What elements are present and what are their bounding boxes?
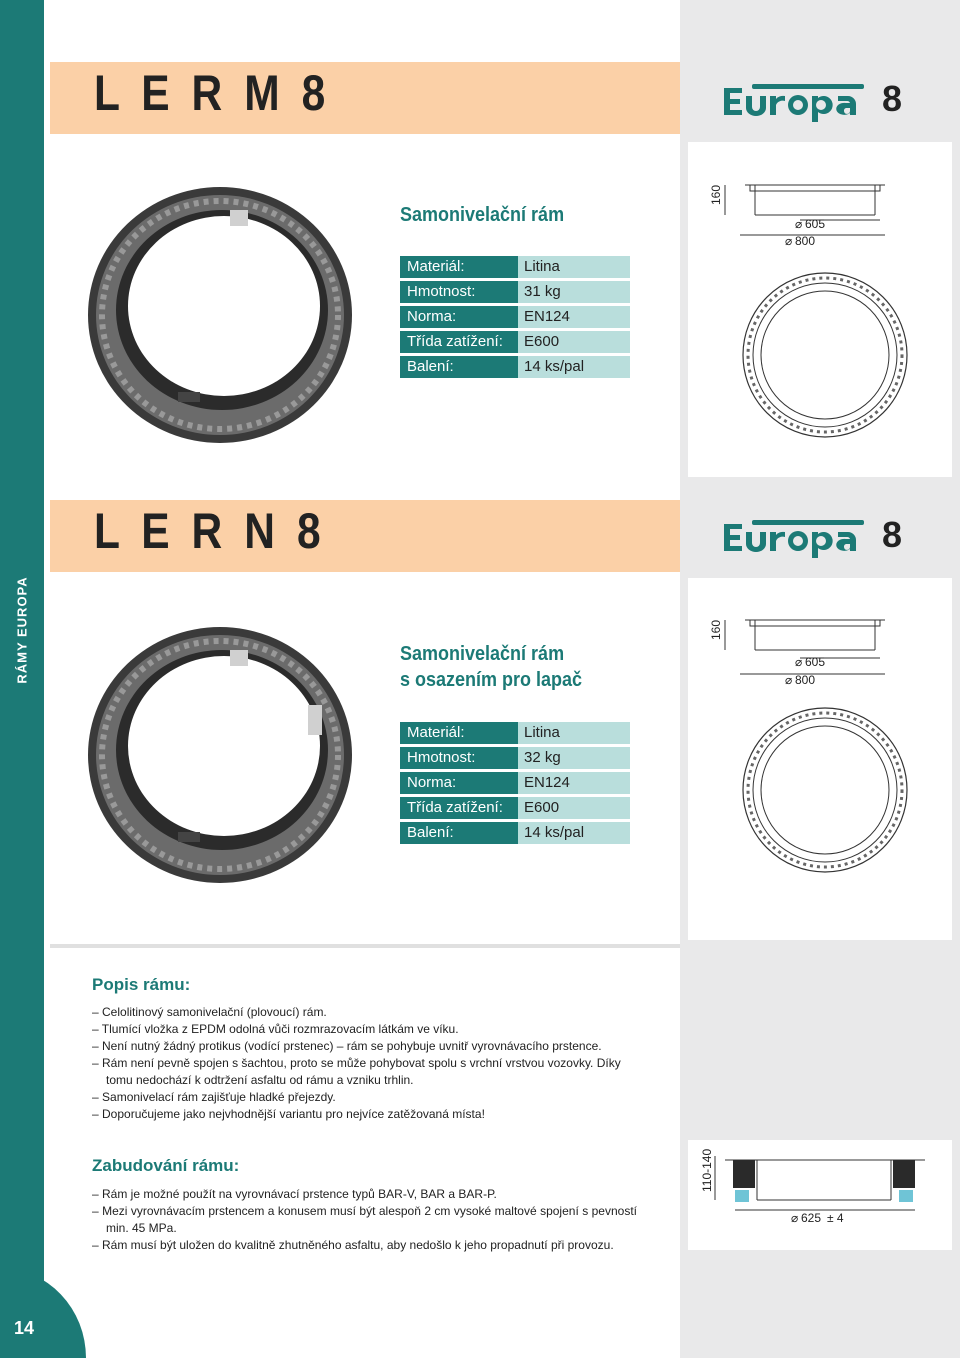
list-item: – Mezi vyrovnávacím prstencem a konusem musí být alespoň 2 cm vysoké maltové spojení s pevností min. 45 MPa. <box>92 1203 637 1237</box>
spec-value: 32 kg <box>518 747 630 769</box>
spec-value: E600 <box>518 331 630 353</box>
list-item: – Tlumící vložka z EPDM odolná vůči rozmrazovacím látkám ve víku. <box>92 1021 637 1038</box>
spec-row <box>400 331 630 353</box>
diameter-icon: ⌀ <box>791 1211 799 1225</box>
spec-row <box>400 256 630 278</box>
spec-row <box>400 722 630 744</box>
spec-row <box>400 306 630 328</box>
inner-diameter: 605 <box>805 217 826 231</box>
spec-value: EN124 <box>518 306 630 328</box>
spec-value: E600 <box>518 797 630 819</box>
spec-row <box>400 797 630 819</box>
spec-value: 31 kg <box>518 281 630 303</box>
list-item: – Rám je možné použít na vyrovnávací prstence typů BAR-V, BAR a BAR-P. <box>92 1186 637 1203</box>
spec-value: 14 ks/pal <box>518 356 630 378</box>
europa-logo <box>722 516 867 560</box>
spec-table <box>400 256 630 381</box>
inner-diameter: 605 <box>805 655 826 669</box>
spec-table <box>400 722 630 847</box>
spec-value: EN124 <box>518 772 630 794</box>
product-subtitle <box>400 641 582 693</box>
frame-photo <box>80 620 365 890</box>
list-item: – Samonivelací rám zajišťuje hladké přejezdy. <box>92 1089 637 1106</box>
outer-diameter: 800 <box>795 673 816 687</box>
spec-row <box>400 356 630 378</box>
brand-number: 8 <box>882 514 903 555</box>
installation-drawing <box>695 1148 950 1248</box>
height-dim: 160 <box>709 619 723 640</box>
install-tolerance: ± 4 <box>827 1211 844 1225</box>
spec-row <box>400 822 630 844</box>
spec-label: Norma: <box>400 772 518 794</box>
spec-label: Balení: <box>400 356 518 378</box>
subtitle-line: Samonivelační rám <box>400 643 565 665</box>
diameter-icon: ⌀ <box>785 673 793 687</box>
spec-value: 14 ks/pal <box>518 822 630 844</box>
outer-diameter: 800 <box>795 234 816 248</box>
height-dim: 160 <box>709 184 723 205</box>
diameter-icon: ⌀ <box>795 217 803 231</box>
spec-value: Litina <box>518 722 630 744</box>
description-list <box>92 1004 637 1123</box>
spec-label: Třída zatížení: <box>400 797 518 819</box>
spec-label: Třída zatížení: <box>400 331 518 353</box>
product-subtitle <box>400 202 564 228</box>
spec-row <box>400 747 630 769</box>
diameter-icon: ⌀ <box>795 655 803 669</box>
description-title: Popis rámu: <box>92 975 191 994</box>
technical-drawing <box>700 175 950 465</box>
frame-photo <box>80 180 365 450</box>
list-item: – Není nutný žádný protikus (vodící prstenec) – rám se pohybuje uvnitř vyrovnávacího prstence. <box>92 1038 637 1055</box>
europa-logo <box>722 80 867 124</box>
subtitle-line: Samonivelační rám <box>400 204 565 226</box>
list-item: – Rám musí být uložen do kvalitně zhutněného asfaltu, aby nedošlo k jeho propadnutí při provozu. <box>92 1237 637 1254</box>
spec-label: Materiál: <box>400 256 518 278</box>
spec-label: Hmotnost: <box>400 747 518 769</box>
section-divider <box>50 944 680 948</box>
page-number-tab <box>0 1268 86 1358</box>
brand-number: 8 <box>882 78 903 119</box>
page-number: 14 <box>14 1318 35 1338</box>
product-code: L E R N 8 <box>94 503 326 559</box>
height-range: 110-140 <box>700 1148 714 1192</box>
diameter-icon: ⌀ <box>785 234 793 248</box>
installation-list <box>92 1186 637 1254</box>
side-label: RÁMY EUROPA <box>14 576 30 684</box>
spec-label: Balení: <box>400 822 518 844</box>
spec-row <box>400 772 630 794</box>
install-diameter: 625 <box>801 1211 822 1225</box>
spec-label: Norma: <box>400 306 518 328</box>
technical-drawing <box>700 610 950 900</box>
list-item: – Doporučujeme jako nejvhodnější variantu pro nejvíce zatěžovaná místa! <box>92 1106 637 1123</box>
product-code: L E R M 8 <box>94 65 331 121</box>
list-item: – Celolitinový samonivelační (plovoucí) rám. <box>92 1004 637 1021</box>
spec-label: Hmotnost: <box>400 281 518 303</box>
list-item: – Rám není pevně spojen s šachtou, proto se může pohybovat spolu s vrchní vrstvou vozovky. Díky tomu nedochází k odtržení asfaltu od rámu a vzniku trhlin. <box>92 1055 637 1089</box>
subtitle-line: s osazením pro lapač <box>400 669 583 691</box>
installation-title: Zabudování rámu: <box>92 1156 240 1175</box>
spec-row <box>400 281 630 303</box>
spec-label: Materiál: <box>400 722 518 744</box>
spec-value: Litina <box>518 256 630 278</box>
